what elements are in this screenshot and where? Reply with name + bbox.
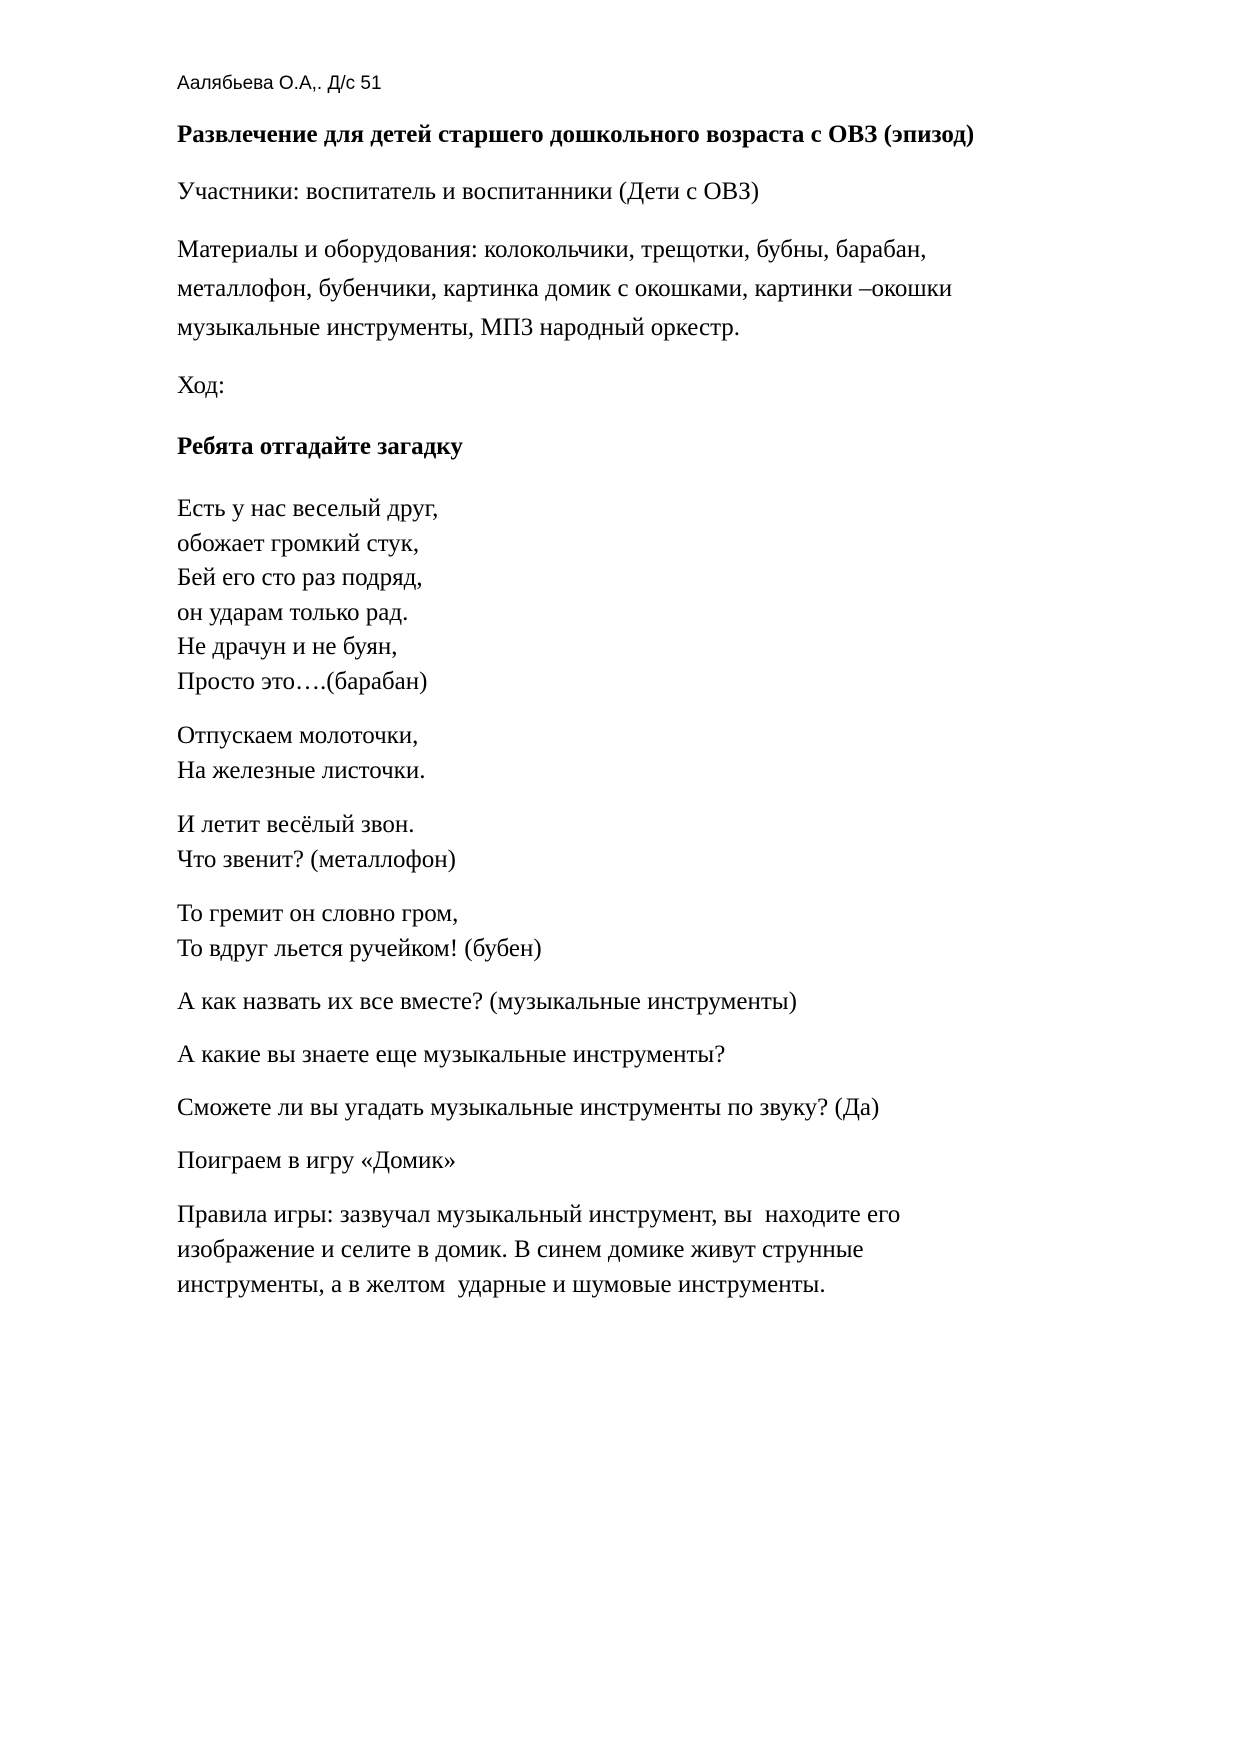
author-line: Аалябьева О.А,. Д/с 51	[177, 73, 382, 94]
riddle-line: Есть у нас веселый друг,	[177, 495, 439, 522]
riddle-line: Отпускаем молоточки,	[177, 722, 419, 749]
riddle-line: Не драчун и не буян,	[177, 633, 398, 660]
riddle-line: обожает громкий стук,	[177, 529, 420, 557]
question-guess-by-sound: Сможете ли вы угадать музыкальные инструменты по звуку? (Да)	[177, 1094, 880, 1121]
document-title: Развлечение для детей старшего дошкольного возраста с ОВЗ (эпизод)	[177, 121, 975, 148]
riddle-line: То гремит он словно гром,	[177, 900, 459, 927]
riddle-line: И летит весёлый звон.	[177, 811, 415, 838]
rules-line: Правила игры: зазвучал музыкальный инструмент, вы находите его	[177, 1201, 901, 1228]
game-rules-paragraph	[177, 1197, 1137, 1302]
riddle-line: Бей его сто раз подряд,	[177, 564, 423, 591]
riddle-metallophone	[177, 807, 1137, 877]
materials-paragraph	[177, 230, 1137, 347]
riddle-line: На железные листочки.	[177, 757, 426, 784]
game-intro: Поиграем в игру «Домик»	[177, 1147, 456, 1174]
riddle-hammers	[177, 718, 1137, 788]
question-all-together: А как назвать их все вместе? (музыкальные инструменты)	[177, 988, 797, 1015]
participants-paragraph: Участники: воспитатель и воспитанники (Дети с ОВЗ)	[177, 178, 760, 205]
riddle-line: он ударам только рад.	[177, 598, 409, 626]
rules-line: инструменты, а в желтом ударные и шумовые инструменты.	[177, 1271, 826, 1298]
materials-line: музыкальные инструменты, МП3 народный оркестр.	[177, 314, 741, 341]
rules-line: изображение и селите в домик. В синем домике живут струнные	[177, 1236, 864, 1263]
riddle-line: То вдруг льется ручейком! (бубен)	[177, 935, 542, 962]
riddle-line: Что звенит? (металлофон)	[177, 846, 456, 873]
materials-line: Материалы и оборудования: колокольчики, трещотки, бубны, барабан,	[177, 236, 927, 263]
question-other-instruments: А какие вы знаете еще музыкальные инструменты?	[177, 1041, 726, 1068]
document-page	[177, 72, 1137, 1321]
materials-line: металлофон, бубенчики, картинка домик с окошками, картинки –окошки	[177, 275, 953, 302]
riddle-drum	[177, 492, 1137, 699]
riddle-tambourine	[177, 896, 1137, 966]
riddle-heading: Ребята отгадайте загадку	[177, 433, 463, 460]
course-label: Ход:	[177, 372, 225, 399]
riddle-line: Просто это….(барабан)	[177, 667, 428, 695]
